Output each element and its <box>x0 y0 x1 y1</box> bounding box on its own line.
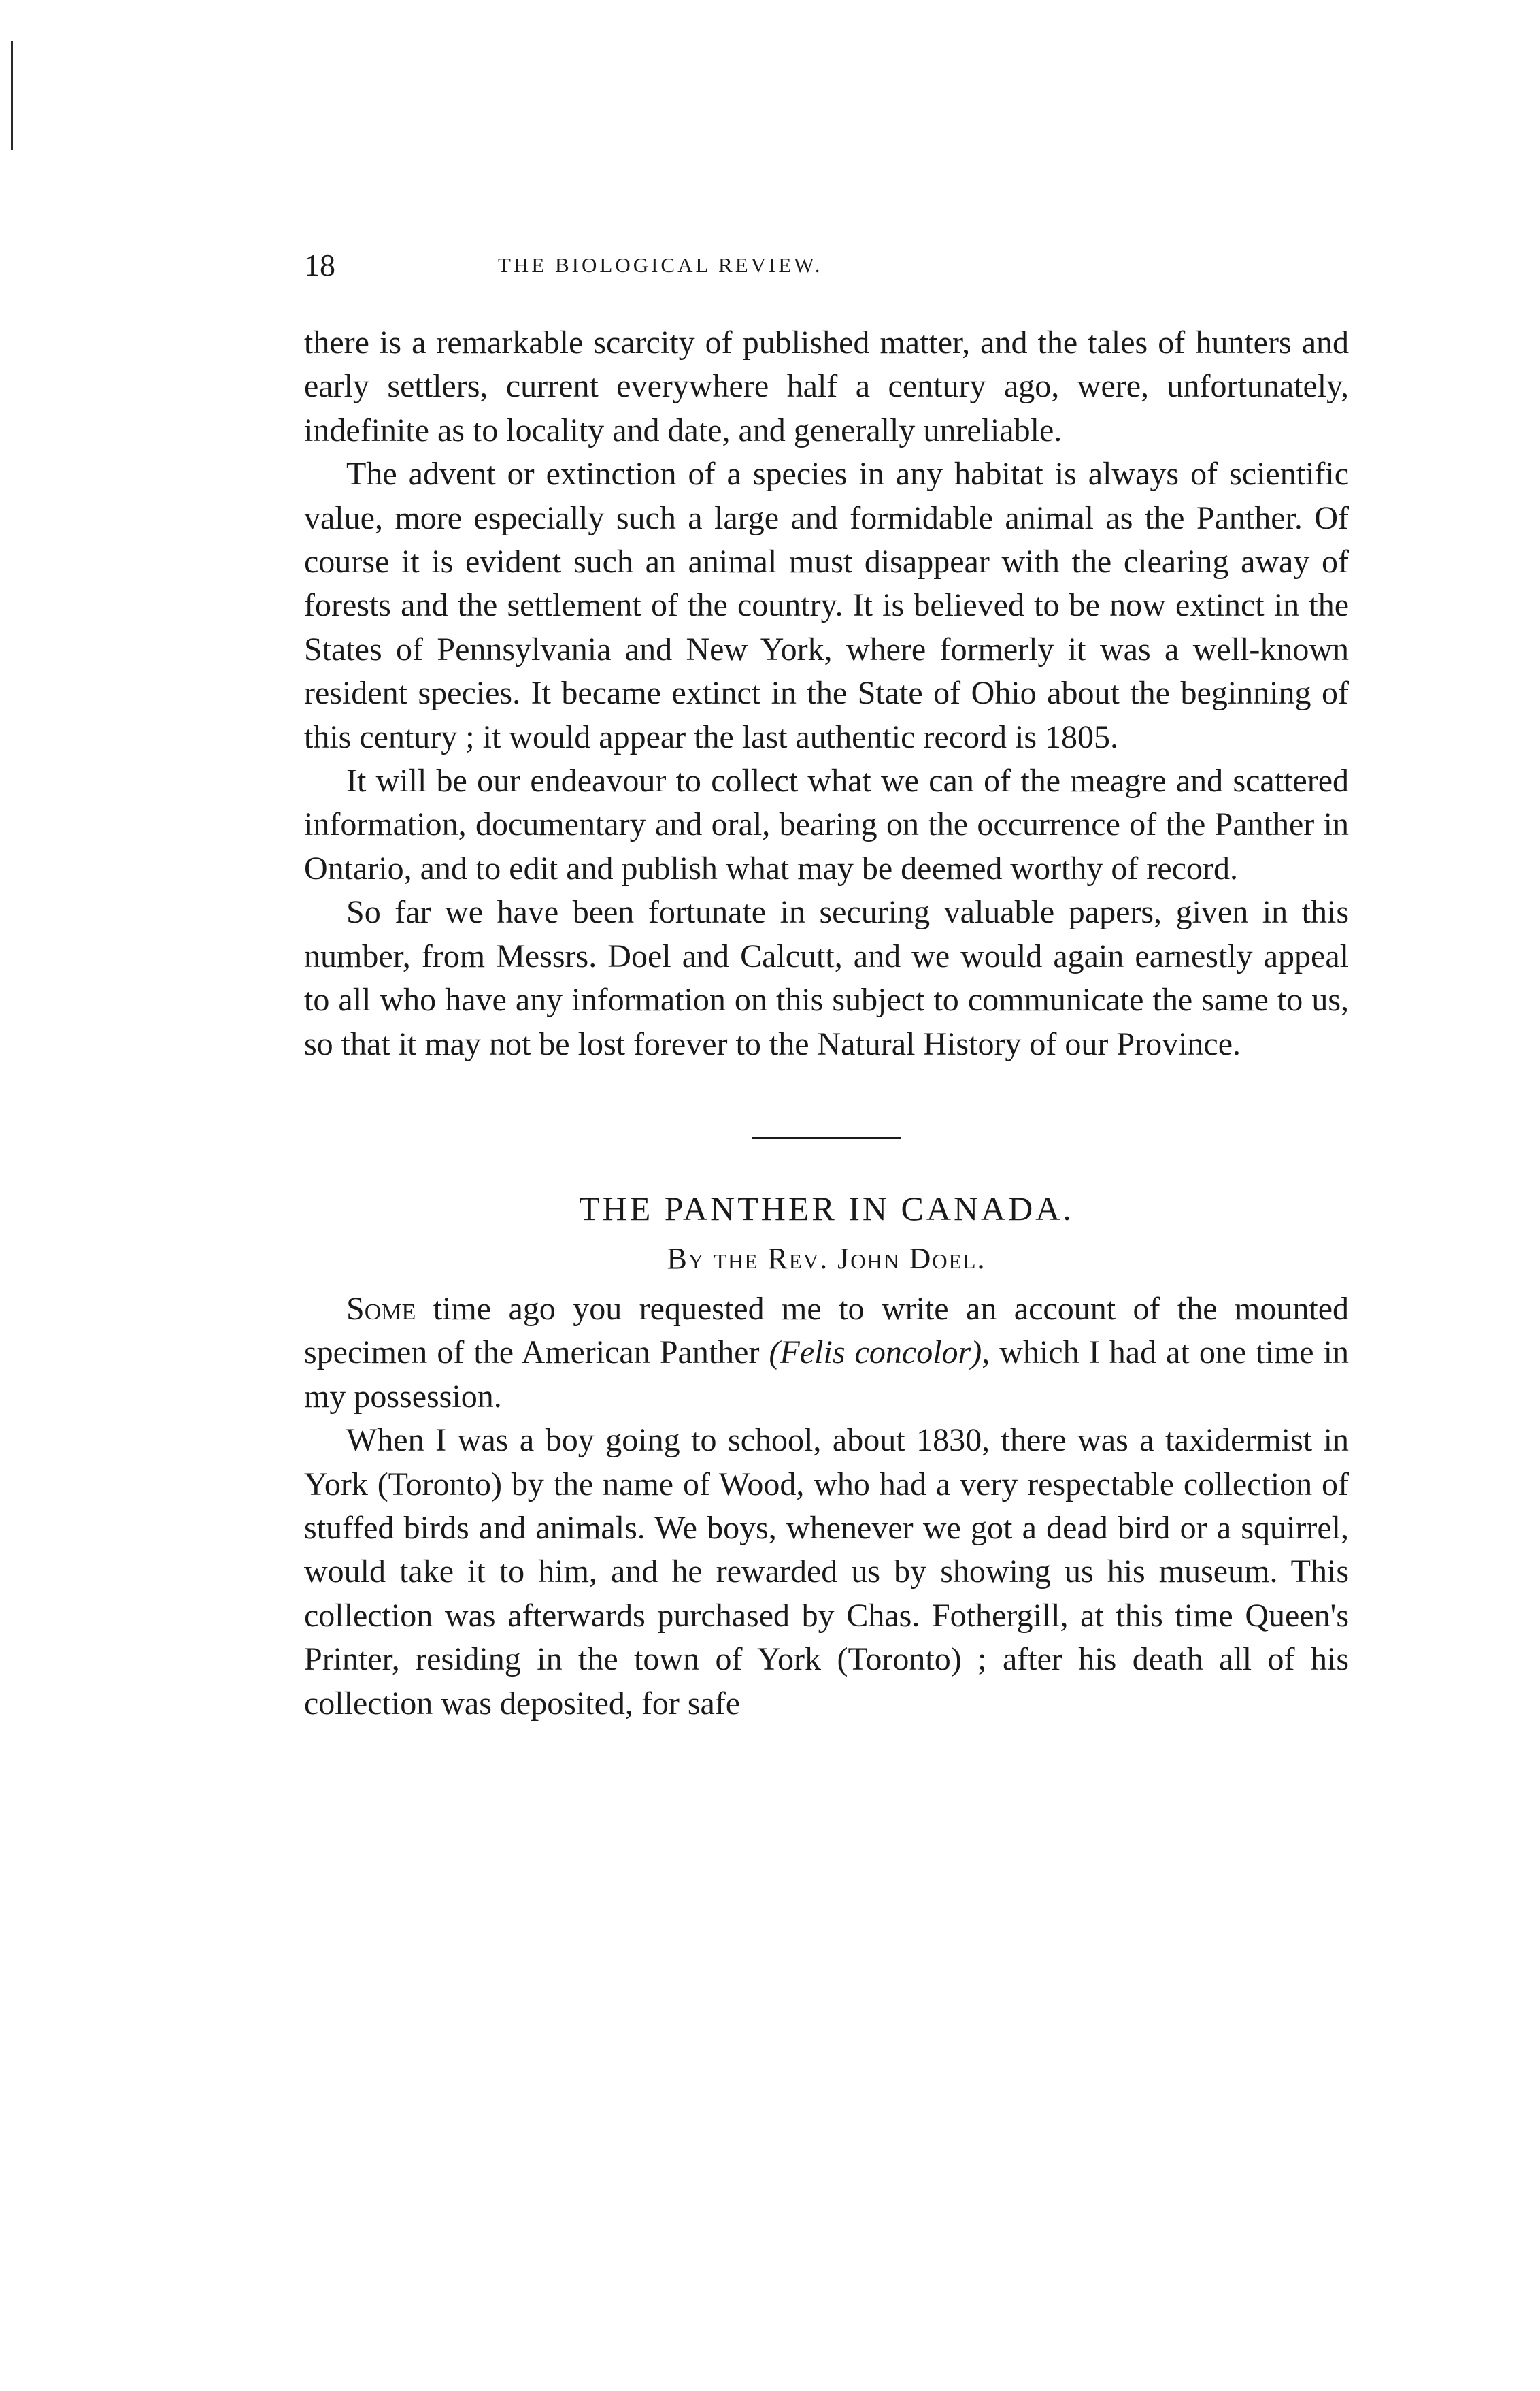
intro-paragraph-2: The advent or extinction of a species in any habitat is always of scientific value, more especially such a large and formidable animal as the Panther. Of course it is evident such an animal must disappear with the clearing away of forests and the settlement of the country. It is believed to be now extinct in the States of Pennsylvania and New York, where formerly it was a well-known resident species. It became extinct in the State of Ohio about the beginning of this century ; it would appear the last authentic record is 1805. <box>304 456 1349 755</box>
running-title: THE BIOLOGICAL REVIEW. <box>498 253 823 277</box>
article-paragraph-1-part-b: , which I had at one time in my possession. <box>304 1334 1350 1415</box>
intro-paragraph-1: there is a remarkable scarcity of published matter, and the tales of hunters and early settlers, current everywhere half a century ago, were, unfortunately, indefinite as to locality and date, and generally unreliable. <box>304 325 1349 448</box>
article-title: THE PANTHER IN CANADA. <box>579 1189 1074 1227</box>
latin-name: (Felis concolor) <box>769 1334 982 1371</box>
article-paragraph-1 <box>304 1287 1349 1419</box>
page <box>304 245 1349 1726</box>
article-byline: By the Rev. John Doel. <box>667 1241 986 1275</box>
running-head <box>304 245 1349 286</box>
article-paragraph-1-part-a: time ago you requested me to write an account of the mounted specimen of the American Panther <box>304 1290 1349 1371</box>
page-number: 18 <box>304 248 335 282</box>
article-paragraph-2: When I was a boy going to school, about 1830, there was a taxidermist in York (Toronto) by the name of Wood, who had a very respectable collection of stuffed birds and animals. We boys, whenever we got a dead bird or a squirrel, would take it to him, and he rewarded us by showing us his museum. This collection was afterwards purchased by Chas. Fothergill, at this time Queen's Printer, residing in the town of York (Toronto) ; after his death all of his collection was deposited, for safe <box>304 1422 1349 1721</box>
intro-paragraph-4: So far we have been fortunate in securing valuable papers, given in this number, from Messrs. Doel and Calcutt, and we would again earnestly appeal to all who have any information on this subject to communicate the same to us, so that it may not be lost forever to the Natural History of our Province. <box>304 894 1349 1062</box>
article-text <box>304 1287 1349 1726</box>
lead-word: Some <box>346 1290 416 1327</box>
intro-text <box>304 321 1349 1066</box>
intro-paragraph-3: It will be our endeavour to collect what we can of the meagre and scattered information, documentary and oral, bearing on the occurrence of the Panther in Ontario, and to edit and publish what may be deemed worthy of record. <box>304 763 1349 887</box>
section-divider <box>752 1137 901 1139</box>
scan-edge-mark <box>11 41 13 150</box>
